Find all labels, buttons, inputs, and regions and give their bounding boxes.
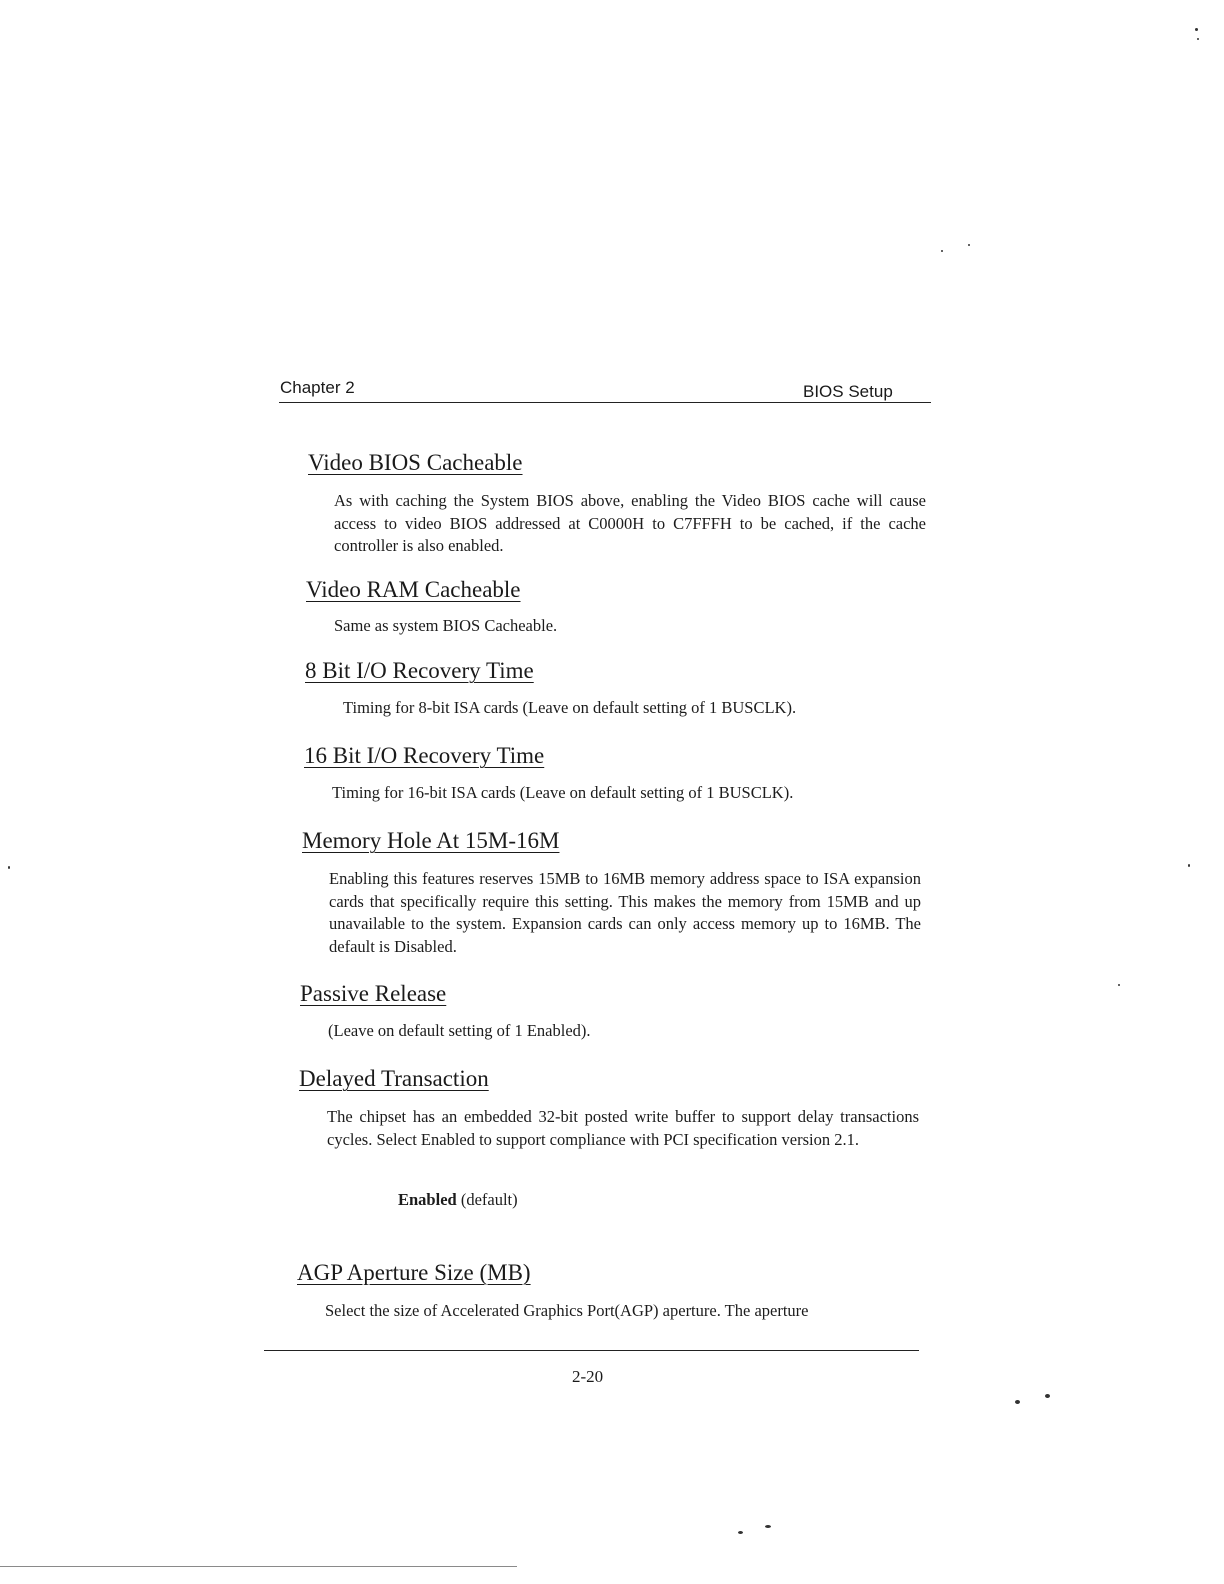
footer-rule [264, 1350, 919, 1351]
scan-speck [738, 1531, 743, 1534]
body-video-ram-cacheable: Same as system BIOS Cacheable. [334, 616, 558, 635]
page-number: 2-20 [572, 1367, 604, 1386]
heading-8bit-io-recovery: 8 Bit I/O Recovery Time [305, 658, 534, 683]
body-video-bios-cacheable: As with caching the System BIOS above, enabling the Video BIOS cache will cause access to video BIOS addressed at C0000H to C7FFFH to be cached, if the cache controller is also enabled. [334, 491, 926, 555]
section-label: BIOS Setup [803, 382, 893, 401]
scan-speck [941, 250, 943, 252]
option-note: (default) [460, 1190, 518, 1209]
scan-speck [1045, 1394, 1050, 1398]
scan-edge-line [0, 1566, 517, 1567]
header-rule [279, 402, 931, 403]
body-delayed-transaction: The chipset has an embedded 32-bit posted write buffer to support delay transactions cycles. Select Enabled to support compliance with PCI specification version 2.1. [327, 1107, 919, 1149]
scan-speck [1197, 38, 1199, 40]
body-passive-release: (Leave on default setting of 1 Enabled). [328, 1021, 591, 1040]
heading-video-bios-cacheable: Video BIOS Cacheable [308, 450, 523, 475]
delayed-transaction-default-option [398, 1192, 518, 1209]
scan-speck [765, 1525, 771, 1528]
heading-memory-hole: Memory Hole At 15M-16M [302, 828, 560, 853]
body-memory-hole: Enabling this features reserves 15MB to 16MB memory address space to ISA expansion cards that specifically require this setting. This makes the memory from 15MB and up unavailable to the system. Expansion cards can only access memory up to 16MB. The default is Disabled. [329, 869, 921, 956]
heading-delayed-transaction: Delayed Transaction [299, 1066, 489, 1091]
scan-speck [8, 866, 10, 869]
chapter-label: Chapter 2 [280, 378, 355, 397]
scan-speck [1188, 864, 1190, 867]
body-16bit-io-recovery: Timing for 16-bit ISA cards (Leave on default setting of 1 BUSCLK). [332, 783, 794, 802]
option-value: Enabled [398, 1190, 457, 1209]
scan-speck [1118, 984, 1120, 986]
heading-16bit-io-recovery: 16 Bit I/O Recovery Time [304, 743, 545, 768]
scan-speck [968, 244, 970, 246]
heading-passive-release: Passive Release [300, 981, 447, 1006]
scan-speck [1015, 1400, 1020, 1404]
body-8bit-io-recovery: Timing for 8-bit ISA cards (Leave on default setting of 1 BUSCLK). [343, 698, 797, 717]
heading-video-ram-cacheable: Video RAM Cacheable [306, 577, 521, 602]
heading-agp-aperture-size: AGP Aperture Size (MB) [297, 1260, 531, 1285]
scan-speck [1195, 28, 1198, 31]
body-agp-aperture-size: Select the size of Accelerated Graphics Port(AGP) aperture. The aperture [325, 1301, 809, 1320]
